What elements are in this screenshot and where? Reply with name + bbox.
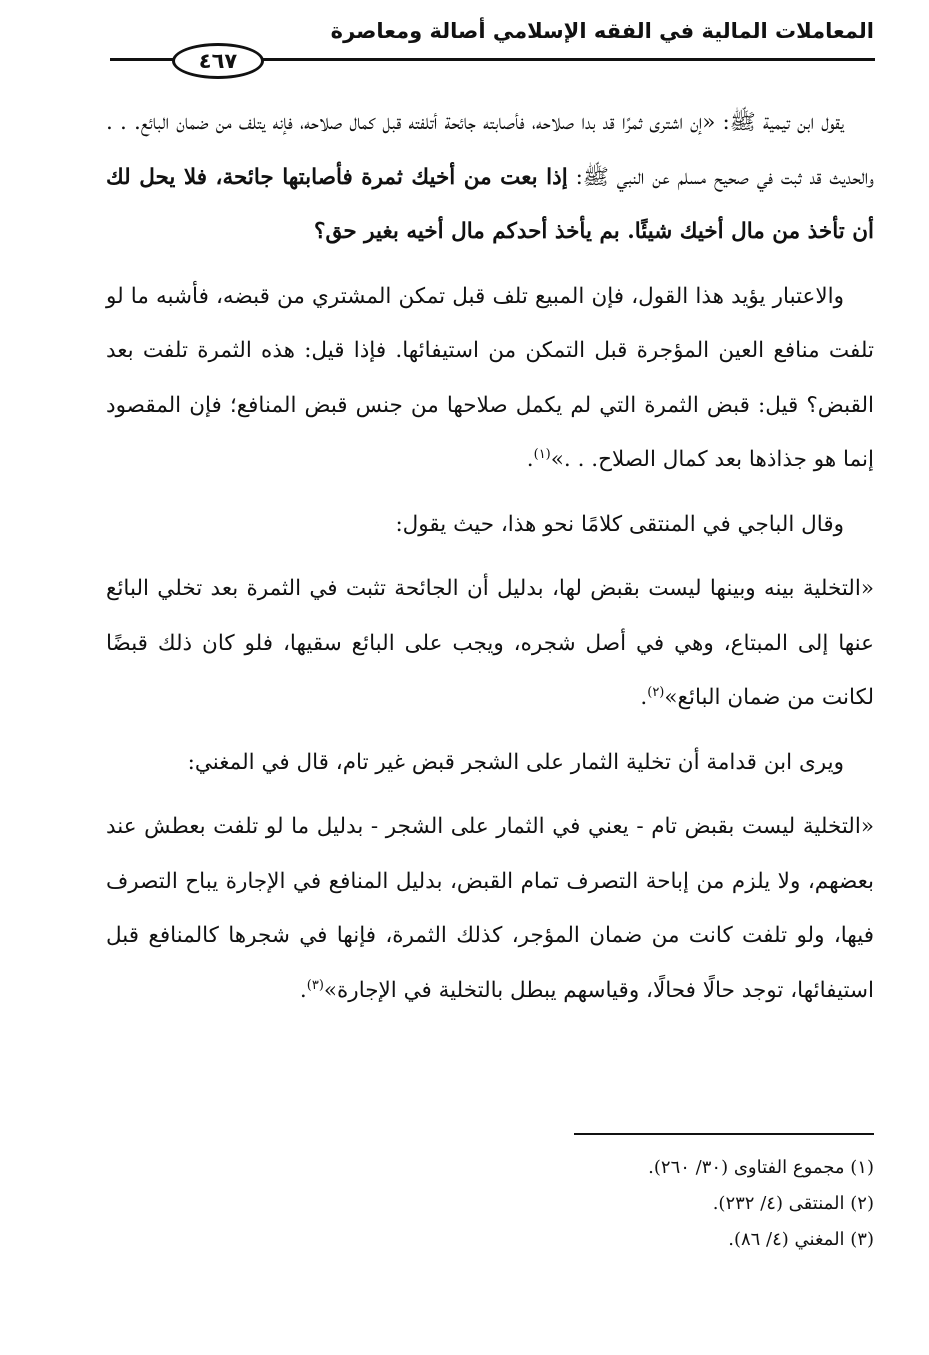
paragraph-4-text: «التخلية بينه وبينها ليست بقبض لها، بدليل أن الجائحة تثبت في الثمرة بعد تخلي البائع عنها إلى المبتاع، وهي في أصل شجره، ويجب على البائع سقيها، فلو كان ذلك قبضًا لكانت من ضمان البائع»: [106, 576, 874, 710]
footnote-3: (٣) المغني (٤/ ٨٦).: [728, 1229, 874, 1250]
paragraph-2: [106, 270, 874, 488]
paragraph-6: [106, 800, 874, 1018]
footnote-ref-3: (٣): [306, 977, 324, 993]
paragraph-6-text: «التخلية ليست بقبض تام - يعني في الثمار على الشجر - بدليل ما لو تلفت بعطش عند بعضهم، ولا يلزم من إباحة التصرف تمام القبض، بدليل المنافع في الإجارة يباح التصرف فيها، ولو تلفت كانت من ضمان المؤجر، كذلك الثمرة، فإنها في شجرها كالمنافع قبل استيفائها، توجد حالًا فحالًا، وقياسهم يبطل بالتخلية في الإجارة»: [106, 814, 874, 1003]
paragraph-2-period: .: [526, 447, 534, 472]
paragraph-4-period: .: [640, 685, 648, 710]
running-header-title: المعاملات المالية في الفقه الإسلامي أصالة ومعاصرة: [330, 19, 874, 43]
paragraph-6-period: .: [299, 977, 307, 1003]
footnote-1: (١) مجموع الفتاوى (٣٠/ ٢٦٠).: [648, 1157, 874, 1178]
page-number: ٤٦٧: [172, 43, 264, 79]
main-text: [106, 96, 874, 1028]
footnote-ref-1: (١): [533, 446, 551, 462]
hadith-quote: إذا بعت من أخيك ثمرة فأصابتها جائحة، فلا يحل لك أن تأخذ من مال أخيك شيئًا. بم يأخذ أحدكم مال أخيه بغير حق؟: [106, 164, 874, 244]
footnote-separator: [574, 1133, 874, 1135]
paragraph-2-text: والاعتبار يؤيد هذا القول، فإن المبيع تلف قبل تمكن المشتري من قبضه، فأشبه ما لو تلفت منافع العين المؤجرة قبل التمكن من استيفائها. فإذا قيل: هذه الثمرة تلفت بعد القبض؟ قيل: قبض الثمرة التي لم يكمل صلاحها من جنس قبض المنافع؛ فإن المقصود إنما هو جذاذها بعد كمال الصلاح. . .»: [106, 283, 874, 472]
paragraph-4: [106, 562, 874, 726]
footnote-2: (٢) المنتقى (٤/ ٢٣٢).: [712, 1193, 874, 1214]
footnote-ref-2: (٢): [647, 684, 665, 700]
paragraph-1-text: يقول ابن تيمية ﷺ: «إن اشترى ثمرًا قد بدا صلاحه، فأصابته جائحة أتلفته قبل كمال صلاحه، فإنه يتلف من ضمان البائع. . . والحديث قد ثبت في صحيح مسلم عن النبي ﷺ:: [106, 110, 874, 190]
footnotes: [106, 1150, 874, 1258]
paragraph-3: وقال الباجي في المنتقى كلامًا نحو هذا، حيث يقول:: [395, 511, 844, 537]
paragraph-5: ويرى ابن قدامة أن تخلية الثمار على الشجر قبض غير تام، قال في المغني:: [187, 749, 844, 775]
paragraph-1: [106, 96, 874, 260]
